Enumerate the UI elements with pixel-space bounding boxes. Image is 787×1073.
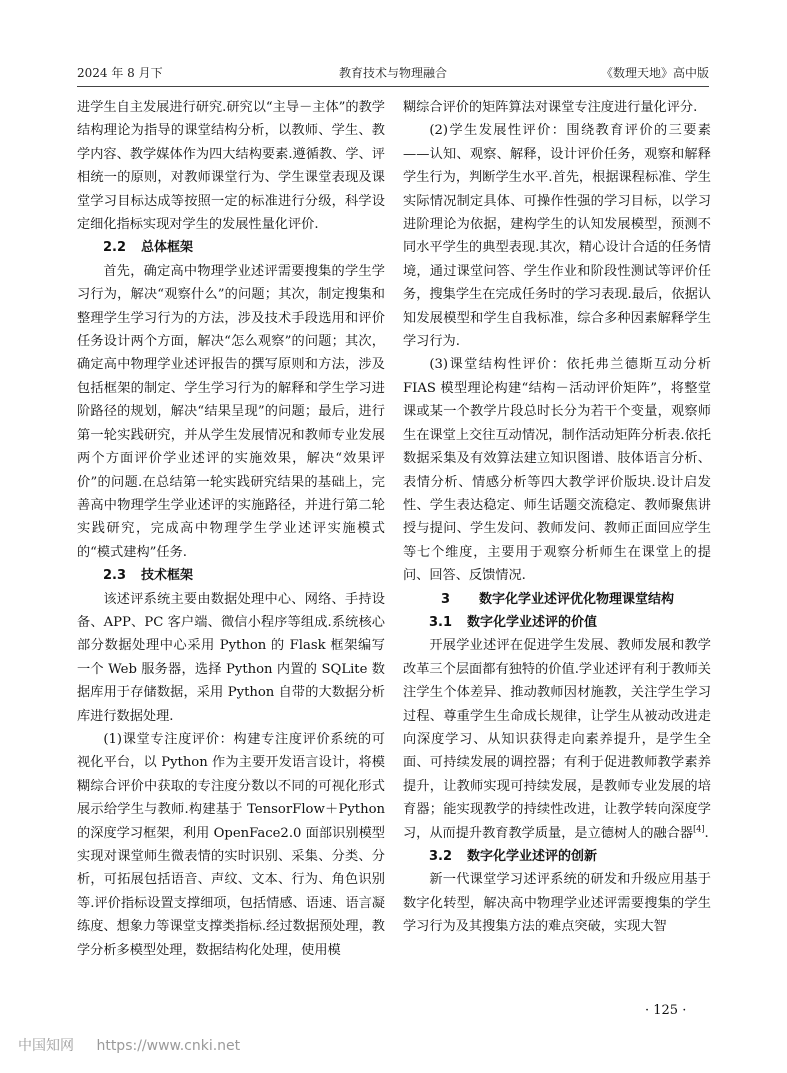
paragraph-text: (3)课堂结构性评价：依托弗兰德斯互动分析 FIAS 模型理论构建“结构－活动评价矩阵”，将整堂课或某一个教学片段总时长分为若干个变量，观察师生在课堂上交往互动情况，制作活动矩阵分析表.依托数据采集及有效算法建立知识图谱、肢体语言分析、表情分析、情感分析等四大教学评价版块.设计启发性、学生表达稳定、师生话题交流稳定、教师聚焦讲授与提问、学生发问、教师发问、教师正面回应学生等七个维度，主要用于观察分析师生在课堂上的提问、回答、反馈情况. bbox=[403, 357, 711, 584]
section-number: 2.3 bbox=[103, 568, 127, 584]
cnki-logo-text: 中国知网 bbox=[18, 1038, 74, 1054]
left-column bbox=[77, 96, 385, 962]
section-title: 数字化学业述评的价值 bbox=[467, 614, 598, 630]
section-title: 数字化学业述评的创新 bbox=[467, 849, 598, 864]
section-number: 3.1 bbox=[429, 614, 453, 630]
paragraph-text: (2)学生发展性评价：围绕教育评价的三要素——认知、观察、解释，设计评价任务，观察和解释学生行为，判断学生水平.首先，根据课程标准、学生实际情况制定具体、可操作性强的学习目标，以学习进阶理论为依据，建构学生的认知发展模型，预测不同水平学生的典型表现.其次，精心设计合适的任务情境，通过课堂问答、学生作业和阶段性测试等评价任务，搜集学生在完成任务时的学习表现.最后，依据认知发展模型和学生自我标准，综合多种因素解释学生学习行为. bbox=[403, 123, 711, 350]
paragraph bbox=[403, 119, 711, 353]
paragraph-text: 新一代课堂学习述评系统的研发和升级应用基于数字化转型，解决高中物理学业述评需要搜集的学生学习行为及其搜集方法的难点突破，实现大智 bbox=[403, 872, 711, 935]
section-heading bbox=[77, 564, 385, 587]
page-number: · 125 · bbox=[645, 1003, 687, 1018]
right-column bbox=[403, 96, 711, 939]
section-heading bbox=[403, 845, 711, 868]
header-divider bbox=[77, 86, 709, 87]
paragraph bbox=[77, 588, 385, 728]
continued-paragraph bbox=[403, 96, 711, 119]
section-heading bbox=[403, 611, 711, 634]
section-heading bbox=[403, 588, 711, 611]
section-number: 3 bbox=[441, 591, 451, 607]
section-title: 数字化学业述评优化物理课堂结构 bbox=[479, 591, 675, 607]
paragraph bbox=[403, 634, 711, 845]
paragraph-text: 首先，确定高中物理学业述评需要搜集的学生学习行为，解决“观察什么”的问题；其次，制定搜集和整理学生学习行为的方法，涉及技术手段选用和评价任务设计两个方面，解决“怎么观察”的问题；其次，确定高中物理学业述评报告的撰写原则和方法，涉及包括框架的制定、学生学习行为的解释和学生学习进阶路径的规划，解决“结果呈现”的问题；最后，进行第一轮实践研究，并从学生发展情况和教师专业发展两个方面评价学业述评的实施效果，解决“效果评价”的问题.在总结第一轮实践研究结果的基础上，完善高中物理学生学业述评的实施路径，并进行第二轮实践研究，完成高中物理学生学业述评实施模式的“模式建构”任务. bbox=[77, 263, 385, 560]
section-number: 3.2 bbox=[429, 849, 453, 864]
paragraph bbox=[77, 728, 385, 962]
paragraph-text: 进学生自主发展进行研究.研究以“主导－主体”的教学结构理论为指导的课堂结构分析，以教师、学生、教学内容、教学媒体作为四大结构要素.遵循教、学、评相统一的原则，对教师课堂行为、学生课堂表现及课堂学习目标达成等按照一定的标准进行分级，科学设定细化指标实现对学生的发展性量化评价. bbox=[77, 100, 385, 233]
paragraph-text: 该述评系统主要由数据处理中心、网络、手持设备、APP、PC 客户端、微信小程序等组成.系统核心部分数据处理中心采用 Python 的 Flask 框架编写一个 Web 服务器，选择 Python 内置的 SQLite 数据库用于存储数据，采用 Python 自带的大数据分析库进行数据处理. bbox=[77, 591, 385, 724]
continued-paragraph bbox=[77, 96, 385, 236]
paragraph-tail: . bbox=[704, 825, 709, 841]
paragraph bbox=[403, 353, 711, 587]
header-section-title: 教育技术与物理融合 bbox=[338, 66, 448, 80]
paragraph bbox=[77, 260, 385, 564]
citation-marker[interactable]: [4] bbox=[693, 824, 705, 834]
section-heading bbox=[77, 236, 385, 259]
header-journal-name: 《数理天地》高中版 bbox=[600, 66, 709, 80]
running-header bbox=[77, 64, 709, 84]
paragraph-text: 糊综合评价的矩阵算法对课堂专注度进行量化评分. bbox=[403, 100, 698, 115]
cnki-url[interactable]: https://www.cnki.net bbox=[96, 1038, 241, 1054]
header-date: 2024 年 8 月下 bbox=[77, 66, 163, 80]
watermark-footer bbox=[18, 1035, 240, 1055]
paragraph-text: 开展学业述评在促进学生发展、教师发展和教学改革三个层面都有独特的价值.学业述评有利于教师关注学生个体差异、推动教师因材施教，关注学生学习过程、尊重学生生命成长规律，让学生从被动改进走向深度学习、从知识获得走向素养提升，是学生全面、可持续发展的调控器；有利于促进教师教学素养提升，让教师实现可持续发展，是教师专业发展的培育器；能实现教学的持续性改进，让教学转向深度学习，从而提升教育教学质量，是立德树人的融合器 bbox=[403, 638, 711, 841]
section-title: 总体框架 bbox=[141, 240, 194, 256]
section-title: 技术框架 bbox=[141, 568, 194, 584]
section-number: 2.2 bbox=[103, 240, 127, 256]
paragraph-text: (1)课堂专注度评价：构建专注度评价系统的可视化平台，以 Python 作为主要开发语言设计，将模糊综合评价中获取的专注度分数以不同的可视化形式展示给学生与教师.构建基于 TensorFlow＋Python 的深度学习框架，利用 OpenFace2.0 面部识别模型实现对课堂师生微表情的实时识别、采集、分类、分析，可拓展包括语音、声纹、文本、行为、角色识别等.评价指标设置支撑细项，包括情感、语速、语言凝练度、想象力等课堂支撑类指标.经过数据预处理，教学分析多模型处理，数据结构化处理，使用模 bbox=[77, 731, 385, 958]
paragraph bbox=[403, 868, 711, 938]
